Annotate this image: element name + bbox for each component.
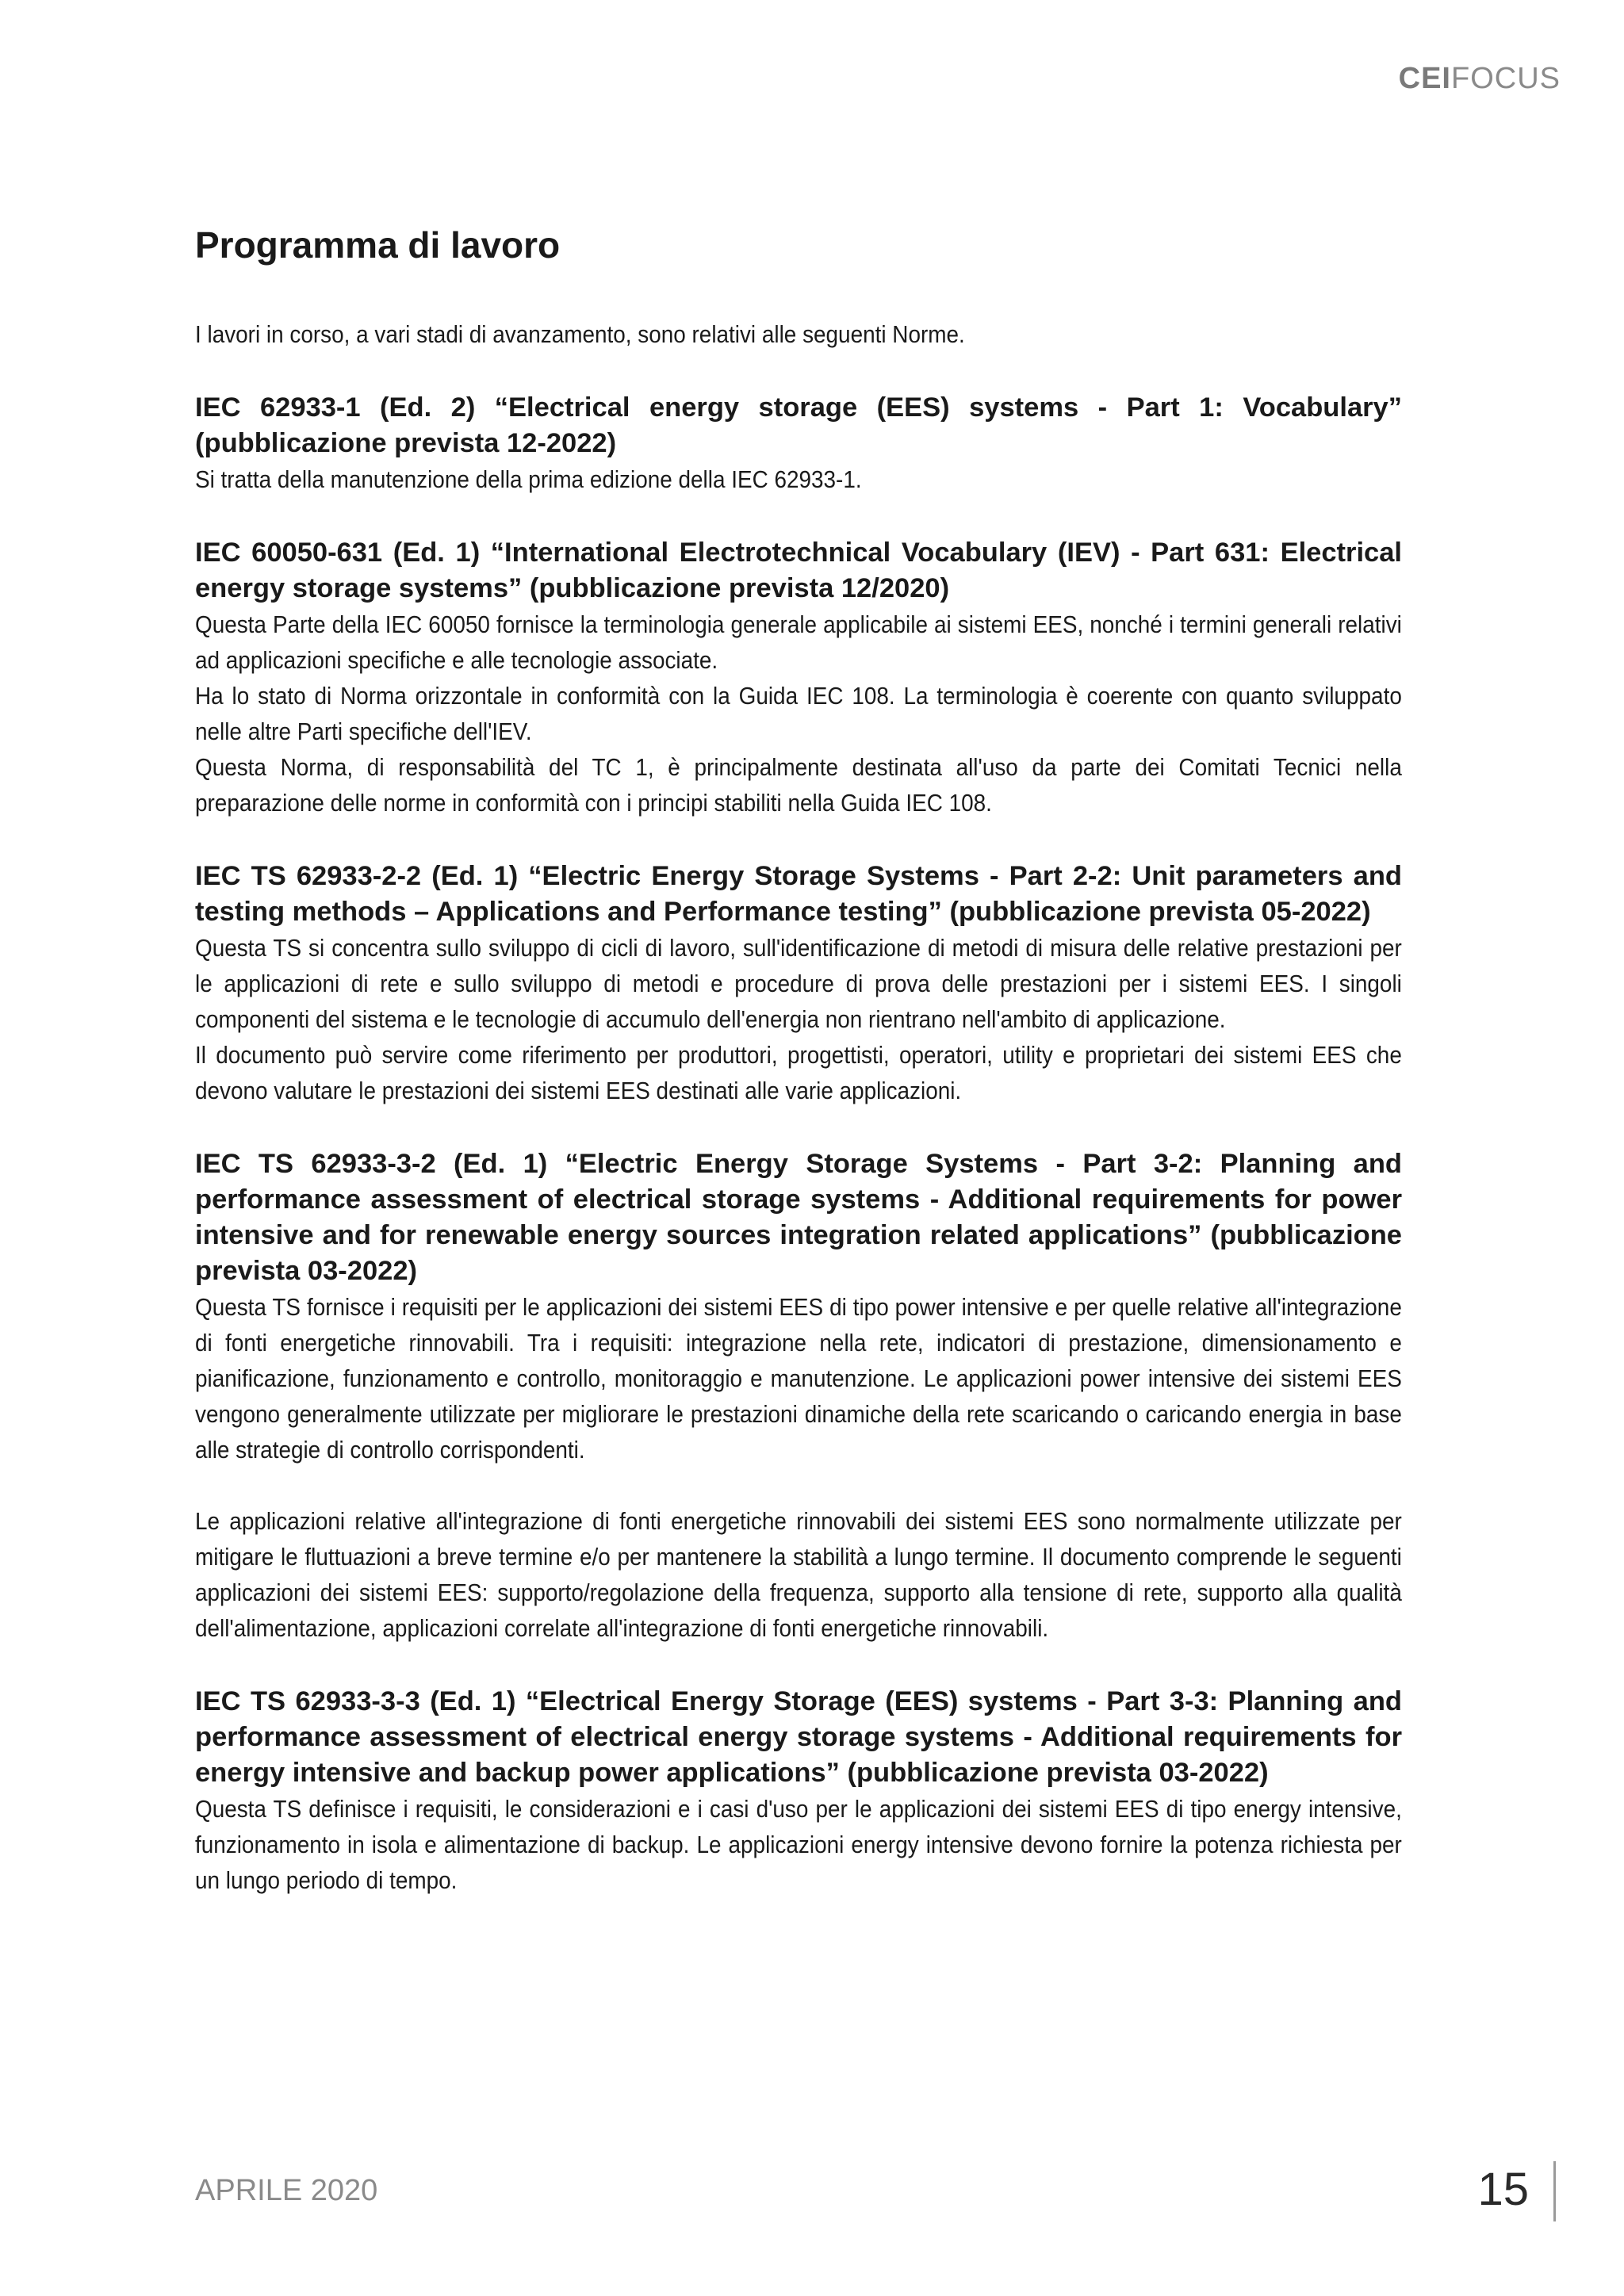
main-content bbox=[195, 224, 1402, 1936]
section-iec-ts-62933-3-2 bbox=[195, 1146, 1402, 1646]
section-paragraph: Ha lo stato di Norma orizzontale in conformità con la Guida IEC 108. La terminologia è coerente con quanto sviluppato nelle altre Parti specifiche dell'IEV. bbox=[195, 682, 1402, 746]
section-paragraph: Si tratta della manutenzione della prima edizione della IEC 62933-1. bbox=[195, 465, 862, 494]
page-number-divider bbox=[1553, 2161, 1556, 2221]
page-title: Programma di lavoro bbox=[195, 224, 561, 266]
section-iec-ts-62933-2-2 bbox=[195, 859, 1402, 1108]
footer-date: APRILE 2020 bbox=[195, 2174, 378, 2207]
section-heading: IEC TS 62933-3-2 (Ed. 1) “Electric Energy Storage Systems - Part 3-2: Planning and performance assessment of electrical storage systems - Additional requirements for power intensive and for renewable energy sources integration related applications” (pubblicazione prevista 03-2022) bbox=[195, 1149, 1402, 1287]
section-paragraph: Questa Norma, di responsabilità del TC 1, è principalmente destinata all'uso da parte dei Comitati Tecnici nella preparazione delle norme in conformità con i principi stabiliti nella Guida IEC 108. bbox=[195, 753, 1402, 817]
section-heading: IEC 62933-1 (Ed. 2) “Electrical energy storage (EES) systems - Part 1: Vocabulary” (pubblicazione prevista 12-2022) bbox=[195, 392, 1402, 459]
section-paragraph: Questa TS definisce i requisiti, le considerazioni e i casi d'uso per le applicazioni dei sistemi EES di tipo energy intensive, funzionamento in isola e alimentazione di backup. Le applicazioni energy intensive devono fornire la potenza richiesta per un lungo periodo di tempo. bbox=[195, 1795, 1402, 1895]
section-paragraph: Questa TS fornisce i requisiti per le applicazioni dei sistemi EES di tipo power intensive e per quelle relative all'integrazione di fonti energetiche rinnovabili. Tra i requisiti: integrazione nella rete, indicatori di prestazione, dimensionamento e pianificazione, funzionamento e controllo, monitoraggio e manutenzione. Le applicazioni power intensive dei sistemi EES vengono generalmente utilizzate per migliorare le prestazioni dinamiche della rete scaricando o caricando energia in base alle strategie di controllo corrispondenti. bbox=[195, 1293, 1402, 1464]
section-paragraph: Le applicazioni relative all'integrazione di fonti energetiche rinnovabili dei sistemi EES sono normalmente utilizzate per mitigare le fluttuazioni a breve termine e/o per mantenere la stabilità a lungo termine. Il documento comprende le seguenti applicazioni dei sistemi EES: supporto/regolazione della frequenza, supporto alla tensione di rete, supporto alla qualità dell'alimentazione, applicazioni correlate all'integrazione di fonti energetiche rinnovabili. bbox=[195, 1507, 1402, 1643]
brand-logo-focus: FOCUS bbox=[1451, 62, 1561, 95]
section-heading: IEC 60050-631 (Ed. 1) “International Electrotechnical Vocabulary (IEV) - Part 631: Electrical energy storage systems” (pubblicazione prevista 12/2020) bbox=[195, 538, 1402, 604]
intro-paragraph: I lavori in corso, a vari stadi di avanzamento, sono relativi alle seguenti Norme. bbox=[195, 320, 965, 349]
brand-logo-cei: CEI bbox=[1398, 62, 1451, 95]
page-number: 15 bbox=[1477, 2164, 1529, 2215]
section-iec-60050-631 bbox=[195, 535, 1402, 821]
section-iec-62933-1 bbox=[195, 390, 1402, 497]
section-paragraph: Questa TS si concentra sullo sviluppo di cicli di lavoro, sull'identificazione di metodi di misura delle relative prestazioni per le applicazioni di rete e sullo sviluppo di metodi e procedure di prova delle prestazioni per i sistemi EES. I singoli componenti del sistema e le tecnologie di accumulo dell'energia non rientrano nell'ambito di applicazione. bbox=[195, 934, 1402, 1034]
section-heading: IEC TS 62933-2-2 (Ed. 1) “Electric Energy Storage Systems - Part 2-2: Unit parameters and testing methods – Applications and Performance testing” (pubblicazione prevista 05-2022) bbox=[195, 861, 1402, 928]
section-heading: IEC TS 62933-3-3 (Ed. 1) “Electrical Energy Storage (EES) systems - Part 3-3: Planning and performance assessment of electrical energy storage systems - Additional requirements for energy intensive and backup power applications” (pubblicazione prevista 03-2022) bbox=[195, 1686, 1402, 1789]
section-iec-ts-62933-3-3 bbox=[195, 1684, 1402, 1898]
brand-logo bbox=[1399, 62, 1561, 96]
section-paragraph: Questa Parte della IEC 60050 fornisce la terminologia generale applicabile ai sistemi EES, nonché i termini generali relativi ad applicazioni specifiche e alle tecnologie associate. bbox=[195, 610, 1402, 675]
section-paragraph: Il documento può servire come riferimento per produttori, progettisti, operatori, utility e proprietari dei sistemi EES che devono valutare le prestazioni dei sistemi EES destinati alle varie applicazioni. bbox=[195, 1041, 1402, 1105]
